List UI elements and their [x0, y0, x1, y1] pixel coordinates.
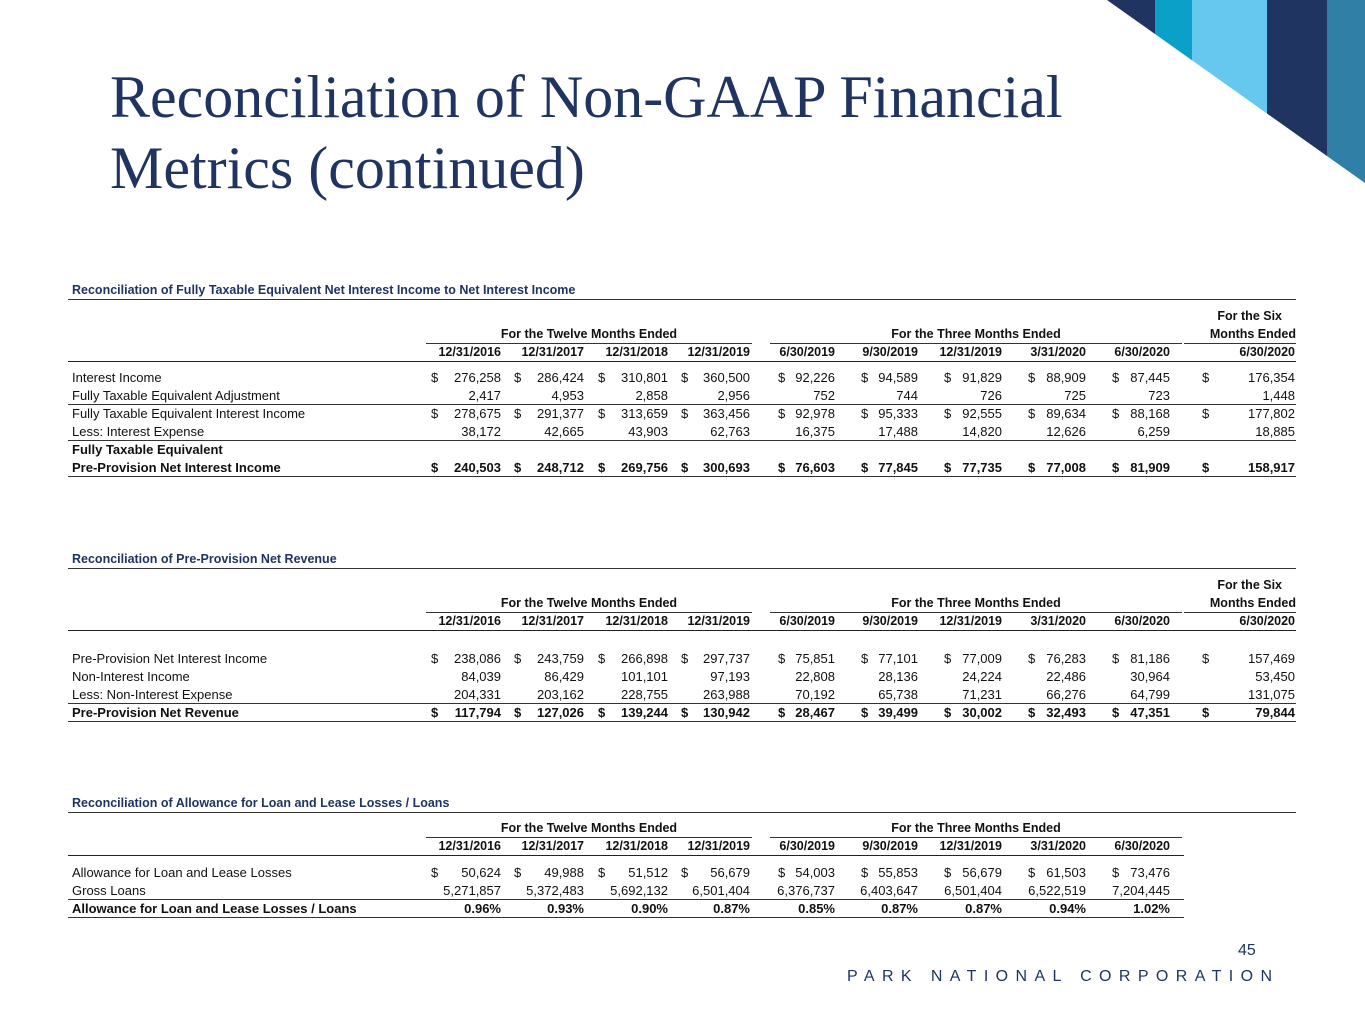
stripe	[1267, 0, 1327, 183]
row-value: 0.96%	[464, 901, 501, 916]
group-header-twelve: For the Twelve Months Ended	[500, 327, 678, 341]
column-date: 12/31/2018	[605, 614, 668, 628]
row-value: 75,851	[795, 651, 835, 666]
group-header-six: Months Ended	[1209, 327, 1296, 341]
row-value: 61,503	[1046, 865, 1086, 880]
dollar-sign: $	[1112, 705, 1120, 720]
table-title: Reconciliation of Fully Taxable Equivalent Net Interest Income to Net Interest Income	[72, 283, 576, 297]
row-label: Less: Interest Expense	[72, 424, 205, 439]
row-value: 62,763	[710, 424, 750, 439]
divider	[68, 630, 1296, 631]
divider	[68, 361, 1296, 362]
column-date: 12/31/2016	[438, 614, 501, 628]
row-value: 22,808	[795, 669, 835, 684]
divider	[1184, 612, 1296, 613]
row-value: 49,988	[544, 865, 584, 880]
row-value: 28,136	[878, 669, 918, 684]
row-value: 117,794	[454, 705, 501, 720]
dollar-sign: $	[861, 406, 869, 421]
divider	[770, 343, 1182, 344]
dollar-sign: $	[1202, 406, 1210, 421]
row-value: 76,283	[1046, 651, 1086, 666]
divider	[1184, 343, 1296, 344]
row-value: 77,008	[1046, 460, 1086, 475]
row-value: 0.87%	[965, 901, 1002, 916]
dollar-sign: $	[598, 460, 606, 475]
dollar-sign: $	[778, 370, 786, 385]
row-value: 0.94%	[1049, 901, 1086, 916]
row-value: 54,003	[795, 865, 835, 880]
row-value: 39,499	[878, 705, 918, 720]
dollar-sign: $	[1112, 406, 1120, 421]
column-date: 6/30/2020	[1114, 345, 1170, 359]
row-underline	[68, 917, 1184, 918]
stripe	[1107, 0, 1155, 183]
row-label: Non-Interest Income	[72, 669, 190, 684]
group-header-three: For the Three Months Ended	[891, 596, 1061, 610]
row-value: 0.87%	[881, 901, 918, 916]
row-value: 2,417	[468, 388, 501, 403]
footer-company: PARK NATIONAL CORPORATION	[847, 968, 1280, 985]
column-date: 12/31/2019	[687, 839, 750, 853]
row-value: 286,424	[537, 370, 584, 385]
dollar-sign: $	[514, 406, 522, 421]
row-value: 79,844	[1255, 705, 1295, 720]
group-header-three: For the Three Months Ended	[891, 327, 1061, 341]
column-date: 12/31/2019	[939, 614, 1002, 628]
column-date: 12/31/2017	[521, 345, 584, 359]
group-header-six: Months Ended	[1209, 596, 1296, 610]
table-row	[68, 387, 1296, 405]
column-date: 6/30/2019	[779, 614, 835, 628]
dollar-sign: $	[944, 651, 952, 666]
row-value: 127,026	[537, 705, 584, 720]
row-label: Fully Taxable Equivalent Interest Income	[72, 406, 306, 421]
row-value: 204,331	[454, 687, 501, 702]
dollar-sign: $	[1202, 460, 1210, 475]
group-header-six: For the Six	[1217, 578, 1282, 592]
row-value: 65,738	[878, 687, 918, 702]
column-date: 3/31/2020	[1030, 345, 1086, 359]
dollar-sign: $	[598, 406, 606, 421]
column-date: 12/31/2019	[939, 839, 1002, 853]
group-header-six: For the Six	[1217, 309, 1282, 323]
dollar-sign: $	[1028, 460, 1036, 475]
row-underline	[68, 721, 1296, 722]
column-date: 12/31/2018	[605, 345, 668, 359]
dollar-sign: $	[1112, 651, 1120, 666]
row-label: Interest Income	[72, 370, 162, 385]
row-value: 203,162	[537, 687, 584, 702]
dollar-sign: $	[598, 651, 606, 666]
divider	[770, 837, 1182, 838]
row-label: Pre-Provision Net Interest Income	[72, 651, 268, 666]
row-value: 101,101	[621, 669, 668, 684]
dollar-sign: $	[944, 705, 952, 720]
row-value: 157,469	[1248, 651, 1295, 666]
column-date: 9/30/2019	[862, 614, 918, 628]
divider	[68, 299, 1296, 300]
dollar-sign: $	[598, 865, 606, 880]
dollar-sign: $	[778, 651, 786, 666]
row-value: 269,756	[621, 460, 668, 475]
group-header-three: For the Three Months Ended	[891, 821, 1061, 835]
row-value: 81,909	[1130, 460, 1170, 475]
row-value: 6,376,737	[777, 883, 835, 898]
row-value: 0.85%	[798, 901, 835, 916]
row-value: 177,802	[1248, 406, 1295, 421]
row-label: Pre-Provision Net Interest Income	[72, 460, 281, 475]
row-label: Gross Loans	[72, 883, 146, 898]
dollar-sign: $	[514, 705, 522, 720]
table-row	[68, 441, 1296, 459]
divider	[68, 855, 1184, 856]
dollar-sign: $	[944, 370, 952, 385]
row-value: 77,845	[878, 460, 918, 475]
row-label: Allowance for Loan and Lease Losses / Loans	[72, 901, 357, 916]
row-value: 238,086	[454, 651, 501, 666]
column-date: 6/30/2020	[1239, 345, 1295, 359]
row-value: 6,501,404	[692, 883, 750, 898]
row-value: 92,226	[795, 370, 835, 385]
dollar-sign: $	[944, 865, 952, 880]
row-value: 0.87%	[713, 901, 750, 916]
table-row	[68, 864, 1296, 882]
column-date: 9/30/2019	[862, 345, 918, 359]
row-label: Allowance for Loan and Lease Losses	[72, 865, 292, 880]
stripe	[1155, 0, 1192, 183]
row-value: 43,903	[628, 424, 668, 439]
row-value: 291,377	[537, 406, 584, 421]
row-value: 14,820	[962, 424, 1002, 439]
row-value: 51,512	[628, 865, 668, 880]
dollar-sign: $	[778, 406, 786, 421]
group-header-twelve: For the Twelve Months Ended	[500, 821, 678, 835]
dollar-sign: $	[944, 406, 952, 421]
dollar-sign: $	[431, 705, 439, 720]
table-row	[68, 423, 1296, 441]
row-value: 56,679	[962, 865, 1002, 880]
row-value: 86,429	[544, 669, 584, 684]
row-value: 55,853	[878, 865, 918, 880]
row-value: 1.02%	[1133, 901, 1170, 916]
row-value: 752	[813, 388, 835, 403]
row-value: 50,624	[461, 865, 501, 880]
row-value: 89,634	[1046, 406, 1086, 421]
row-label: Fully Taxable Equivalent	[72, 442, 223, 457]
table-row	[68, 369, 1296, 387]
row-value: 5,271,857	[443, 883, 501, 898]
dollar-sign: $	[1028, 865, 1036, 880]
row-value: 6,522,519	[1028, 883, 1086, 898]
dollar-sign: $	[1112, 460, 1120, 475]
dollar-sign: $	[861, 651, 869, 666]
row-value: 131,075	[1248, 687, 1295, 702]
dollar-sign: $	[1028, 370, 1036, 385]
column-date: 6/30/2020	[1114, 614, 1170, 628]
dollar-sign: $	[681, 370, 689, 385]
row-value: 24,224	[962, 669, 1002, 684]
dollar-sign: $	[944, 460, 952, 475]
dollar-sign: $	[861, 865, 869, 880]
table-row	[68, 405, 1296, 423]
column-date: 12/31/2016	[438, 839, 501, 853]
row-value: 17,488	[878, 424, 918, 439]
divider	[426, 343, 752, 344]
row-value: 5,692,132	[610, 883, 668, 898]
row-value: 87,445	[1130, 370, 1170, 385]
column-date: 6/30/2019	[779, 839, 835, 853]
divider	[68, 568, 1296, 569]
row-value: 77,101	[878, 651, 918, 666]
divider	[426, 837, 752, 838]
dollar-sign: $	[778, 460, 786, 475]
column-date: 12/31/2019	[687, 345, 750, 359]
row-value: 95,333	[878, 406, 918, 421]
row-value: 47,351	[1130, 705, 1170, 720]
row-value: 240,503	[454, 460, 501, 475]
column-date: 6/30/2020	[1114, 839, 1170, 853]
divider	[770, 612, 1182, 613]
column-date: 12/31/2018	[605, 839, 668, 853]
dollar-sign: $	[1202, 705, 1210, 720]
row-value: 91,829	[962, 370, 1002, 385]
dollar-sign: $	[514, 651, 522, 666]
column-date: 12/31/2017	[521, 839, 584, 853]
row-value: 94,589	[878, 370, 918, 385]
dollar-sign: $	[1028, 705, 1036, 720]
dollar-sign: $	[681, 705, 689, 720]
row-value: 88,168	[1130, 406, 1170, 421]
row-value: 228,755	[621, 687, 668, 702]
table-row	[68, 900, 1296, 918]
dollar-sign: $	[861, 370, 869, 385]
dollar-sign: $	[1202, 651, 1210, 666]
row-underline	[68, 476, 1296, 477]
column-date: 12/31/2017	[521, 614, 584, 628]
divider	[68, 812, 1296, 813]
row-value: 70,192	[795, 687, 835, 702]
row-value: 76,603	[795, 460, 835, 475]
table-row	[68, 686, 1296, 704]
row-value: 300,693	[703, 460, 750, 475]
dollar-sign: $	[861, 705, 869, 720]
row-value: 243,759	[537, 651, 584, 666]
row-value: 28,467	[795, 705, 835, 720]
page-number: 45	[1238, 942, 1256, 959]
row-value: 4,953	[551, 388, 584, 403]
row-value: 158,917	[1248, 460, 1295, 475]
column-date: 6/30/2020	[1239, 614, 1295, 628]
row-value: 276,258	[454, 370, 501, 385]
dollar-sign: $	[431, 460, 439, 475]
dollar-sign: $	[1202, 370, 1210, 385]
row-value: 22,486	[1046, 669, 1086, 684]
row-value: 92,978	[795, 406, 835, 421]
table-row	[68, 704, 1296, 722]
column-date: 12/31/2016	[438, 345, 501, 359]
row-value: 18,885	[1255, 424, 1295, 439]
dollar-sign: $	[598, 705, 606, 720]
row-value: 266,898	[621, 651, 668, 666]
dollar-sign: $	[1028, 651, 1036, 666]
dollar-sign: $	[861, 460, 869, 475]
column-date: 3/31/2020	[1030, 614, 1086, 628]
title-line: Metrics (continued)	[110, 135, 585, 201]
table-row	[68, 459, 1296, 477]
row-value: 2,858	[635, 388, 668, 403]
row-value: 6,501,404	[944, 883, 1002, 898]
dollar-sign: $	[514, 370, 522, 385]
row-value: 313,659	[621, 406, 668, 421]
dollar-sign: $	[598, 370, 606, 385]
stripe	[1192, 0, 1267, 183]
row-value: 6,403,647	[860, 883, 918, 898]
row-value: 38,172	[461, 424, 501, 439]
dollar-sign: $	[681, 865, 689, 880]
row-value: 73,476	[1130, 865, 1170, 880]
row-value: 360,500	[703, 370, 750, 385]
row-value: 139,244	[621, 705, 668, 720]
column-date: 9/30/2019	[862, 839, 918, 853]
table-row	[68, 668, 1296, 686]
dollar-sign: $	[431, 865, 439, 880]
row-value: 97,193	[710, 669, 750, 684]
table-title: Reconciliation of Pre-Provision Net Revenue	[72, 552, 337, 566]
row-value: 32,493	[1046, 705, 1086, 720]
dollar-sign: $	[681, 460, 689, 475]
row-value: 81,186	[1130, 651, 1170, 666]
table-title: Reconciliation of Allowance for Loan and Lease Losses / Loans	[72, 796, 450, 810]
column-date: 6/30/2019	[779, 345, 835, 359]
row-value: 84,039	[461, 669, 501, 684]
dollar-sign: $	[1028, 406, 1036, 421]
row-value: 2,956	[717, 388, 750, 403]
dollar-sign: $	[431, 370, 439, 385]
table-row	[68, 650, 1296, 668]
row-value: 278,675	[454, 406, 501, 421]
dollar-sign: $	[514, 865, 522, 880]
row-value: 12,626	[1046, 424, 1086, 439]
column-date: 3/31/2020	[1030, 839, 1086, 853]
row-value: 130,942	[703, 705, 750, 720]
dollar-sign: $	[681, 651, 689, 666]
column-date: 12/31/2019	[687, 614, 750, 628]
page-title	[110, 62, 1063, 204]
row-value: 176,354	[1248, 370, 1295, 385]
decorative-stripes	[1107, 0, 1365, 183]
row-value: 56,679	[710, 865, 750, 880]
row-value: 42,665	[544, 424, 584, 439]
row-value: 248,712	[537, 460, 584, 475]
divider	[426, 612, 752, 613]
dollar-sign: $	[1112, 865, 1120, 880]
row-value: 92,555	[962, 406, 1002, 421]
row-value: 0.90%	[631, 901, 668, 916]
row-value: 77,735	[962, 460, 1002, 475]
row-value: 744	[896, 388, 918, 403]
row-value: 0.93%	[547, 901, 584, 916]
row-value: 5,372,483	[526, 883, 584, 898]
row-value: 723	[1148, 388, 1170, 403]
row-value: 7,204,445	[1112, 883, 1170, 898]
row-value: 310,801	[621, 370, 668, 385]
row-value: 263,988	[703, 687, 750, 702]
row-value: 297,737	[703, 651, 750, 666]
row-value: 725	[1064, 388, 1086, 403]
title-line: Reconciliation of Non-GAAP Financial	[110, 64, 1063, 130]
row-label: Pre-Provision Net Revenue	[72, 705, 239, 720]
row-value: 30,002	[962, 705, 1002, 720]
group-header-twelve: For the Twelve Months Ended	[500, 596, 678, 610]
dollar-sign: $	[1112, 370, 1120, 385]
row-label: Fully Taxable Equivalent Adjustment	[72, 388, 280, 403]
dollar-sign: $	[431, 406, 439, 421]
row-value: 16,375	[795, 424, 835, 439]
dollar-sign: $	[778, 705, 786, 720]
table-row	[68, 882, 1296, 900]
dollar-sign: $	[778, 865, 786, 880]
row-value: 64,799	[1130, 687, 1170, 702]
dollar-sign: $	[431, 651, 439, 666]
row-value: 363,456	[703, 406, 750, 421]
column-date: 12/31/2019	[939, 345, 1002, 359]
dollar-sign: $	[681, 406, 689, 421]
row-value: 77,009	[962, 651, 1002, 666]
row-value: 1,448	[1262, 388, 1295, 403]
row-value: 6,259	[1137, 424, 1170, 439]
row-value: 88,909	[1046, 370, 1086, 385]
row-label: Less: Non-Interest Expense	[72, 687, 233, 702]
dollar-sign: $	[514, 460, 522, 475]
row-value: 66,276	[1046, 687, 1086, 702]
row-value: 726	[980, 388, 1002, 403]
row-value: 71,231	[962, 687, 1002, 702]
row-value: 53,450	[1255, 669, 1295, 684]
row-value: 30,964	[1130, 669, 1170, 684]
stripe	[1327, 0, 1365, 183]
